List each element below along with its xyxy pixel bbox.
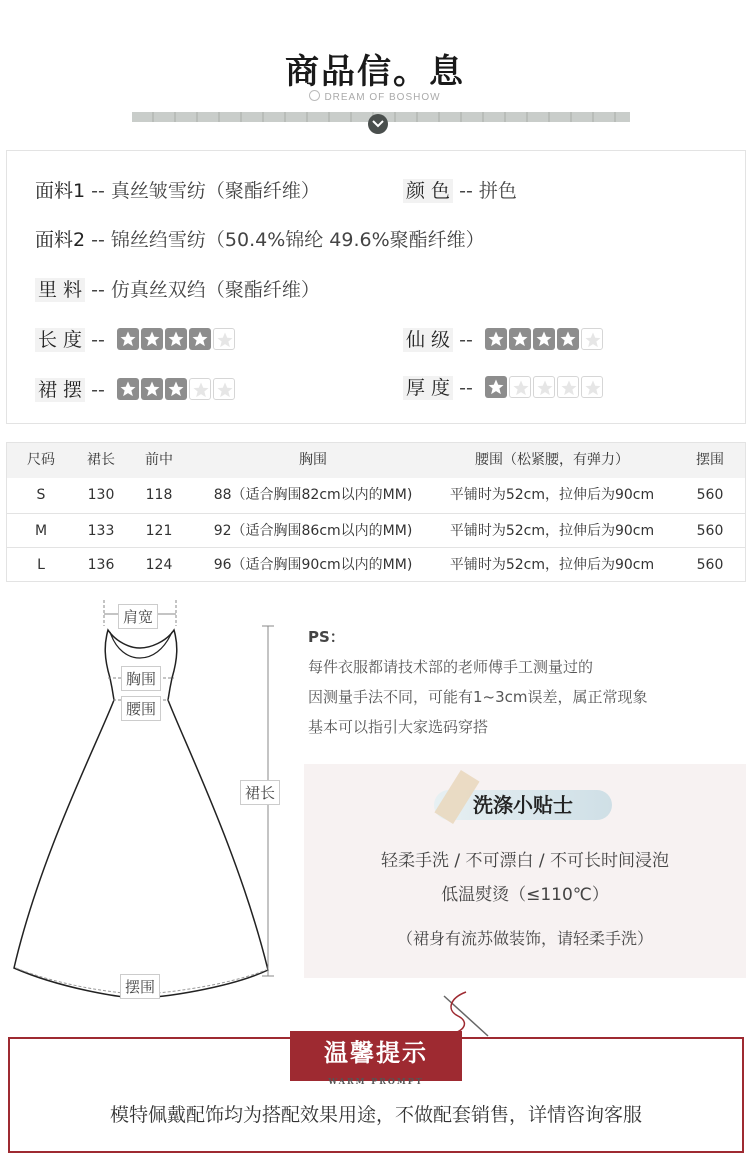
length-label: 裙长 xyxy=(240,780,280,805)
info-color-label: 颜 色 xyxy=(403,179,453,203)
table-cell: 88（适合胸围82cm以内的MM) xyxy=(213,487,413,503)
star-filled-icon xyxy=(533,328,555,350)
table-cell: L xyxy=(37,557,45,573)
star-filled-icon xyxy=(165,378,187,400)
size-table xyxy=(6,442,746,582)
star-filled-icon xyxy=(141,328,163,350)
info-fabric1-value: -- 真丝皱雪纺（聚酯纤维） xyxy=(91,180,320,202)
ps-line: 基本可以指引大家选码穿搭 xyxy=(308,718,489,736)
star-filled-icon xyxy=(117,378,139,400)
hem-label: 摆围 xyxy=(120,974,160,999)
table-header-cell: 胸围 xyxy=(299,452,327,468)
table-cell: S xyxy=(36,487,46,503)
warm-prompt-subtitle: WARM PROMPT xyxy=(328,1076,424,1086)
info-lining-label: 里 料 xyxy=(35,278,85,302)
table-cell: 121 xyxy=(145,523,173,539)
info-fairy-label: 仙 级 xyxy=(403,328,453,352)
info-fabric1-label: 面料1 xyxy=(35,180,86,202)
star-empty-icon xyxy=(533,376,555,398)
star-filled-icon xyxy=(557,328,579,350)
table-cell: 133 xyxy=(87,523,115,539)
star-empty-icon xyxy=(213,378,235,400)
thickness-rating xyxy=(485,376,603,398)
ps-line: 因测量手法不同，可能有1~3cm误差，属正常现象 xyxy=(308,688,648,706)
info-fabric2-label: 面料2 xyxy=(35,229,86,251)
star-filled-icon xyxy=(485,328,507,350)
brand-logo-icon xyxy=(309,90,320,101)
star-filled-icon xyxy=(485,376,507,398)
table-cell: 96（适合胸围90cm以内的MM) xyxy=(213,557,413,573)
table-header-row xyxy=(7,443,745,478)
info-length xyxy=(35,325,235,352)
brand-subtitle xyxy=(0,90,750,103)
chevron-down-icon xyxy=(368,114,388,134)
table-header-cell: 尺码 xyxy=(27,452,55,468)
product-info-box xyxy=(6,150,746,424)
shoulder-label: 肩宽 xyxy=(118,604,158,629)
info-lining-value: -- 仿真丝双绉（聚酯纤维） xyxy=(91,279,320,301)
dress-outline-icon xyxy=(0,596,300,1016)
table-cell: 560 xyxy=(696,523,724,539)
info-fabric2 xyxy=(35,225,485,252)
ps-label: PS： xyxy=(308,628,345,646)
table-cell: 124 xyxy=(145,557,173,573)
washing-line: （裙身有流苏做装饰，请轻柔手洗） xyxy=(396,929,653,948)
table-cell: 560 xyxy=(696,487,724,503)
table-cell: 平铺时为52cm，拉伸后为90cm xyxy=(449,487,655,503)
info-thickness xyxy=(403,373,603,400)
washing-title: 洗涤小贴士 xyxy=(473,793,573,817)
info-fairy-dash: -- xyxy=(459,329,473,351)
warm-prompt-text: 模特佩戴配饰均为搭配效果用途，不做配套销售，详情咨询客服 xyxy=(109,1104,642,1126)
info-fabric2-value: -- 锦丝绉雪纺（50.4%锦纶 49.6%聚酯纤维） xyxy=(91,229,485,251)
info-thickness-dash: -- xyxy=(459,377,473,399)
star-filled-icon xyxy=(165,328,187,350)
table-cell: 130 xyxy=(87,487,115,503)
info-color xyxy=(403,176,517,203)
star-empty-icon xyxy=(581,328,603,350)
table-cell: 平铺时为52cm，拉伸后为90cm xyxy=(449,557,655,573)
washing-line: 低温熨烫（≤110℃） xyxy=(441,885,609,905)
section-title: 商品信。息 xyxy=(285,52,465,92)
info-fabric1 xyxy=(35,176,320,203)
table-row xyxy=(7,478,745,513)
info-color-value: -- 拼色 xyxy=(459,180,517,202)
star-empty-icon xyxy=(581,376,603,398)
star-empty-icon xyxy=(509,376,531,398)
table-header-cell: 摆围 xyxy=(696,452,724,468)
star-empty-icon xyxy=(213,328,235,350)
length-rating xyxy=(117,328,235,350)
measurement-notes xyxy=(308,622,648,742)
fairy-rating xyxy=(485,328,603,350)
star-filled-icon xyxy=(117,328,139,350)
info-length-label: 长 度 xyxy=(35,328,85,352)
star-empty-icon xyxy=(189,378,211,400)
table-cell: 92（适合胸围86cm以内的MM) xyxy=(213,523,413,539)
info-thickness-label: 厚 度 xyxy=(403,376,453,400)
dress-diagram xyxy=(0,596,300,1016)
warm-prompt-title: 温馨提示 xyxy=(324,1039,428,1067)
table-header-cell: 裙长 xyxy=(87,452,115,468)
table-cell: 560 xyxy=(696,557,724,573)
table-header-cell: 腰围（松紧腰，有弹力） xyxy=(475,452,629,468)
table-cell: 平铺时为52cm，拉伸后为90cm xyxy=(449,523,655,539)
table-header-cell: 前中 xyxy=(145,452,173,468)
washing-line: 轻柔手洗 / 不可漂白 / 不可长时间浸泡 xyxy=(380,851,670,871)
star-filled-icon xyxy=(509,328,531,350)
info-length-dash: -- xyxy=(91,329,105,351)
waist-label: 腰围 xyxy=(121,696,161,721)
info-lining xyxy=(35,275,320,302)
chest-label: 胸围 xyxy=(121,666,161,691)
info-hem-label: 裙 摆 xyxy=(35,378,85,402)
info-hem-dash: -- xyxy=(91,379,105,401)
table-cell: 118 xyxy=(145,487,173,503)
table-row xyxy=(7,548,745,583)
table-cell: M xyxy=(34,523,48,539)
ps-line: 每件衣服都请技术部的老师傅手工测量过的 xyxy=(308,658,594,676)
star-empty-icon xyxy=(557,376,579,398)
star-filled-icon xyxy=(141,378,163,400)
info-fairy xyxy=(403,325,603,352)
info-hem xyxy=(35,375,235,402)
table-row xyxy=(7,513,745,548)
brand-subtitle-text: DREAM OF BOSHOW xyxy=(324,92,441,103)
table-cell: 136 xyxy=(87,557,115,573)
star-filled-icon xyxy=(189,328,211,350)
hem-rating xyxy=(117,378,235,400)
